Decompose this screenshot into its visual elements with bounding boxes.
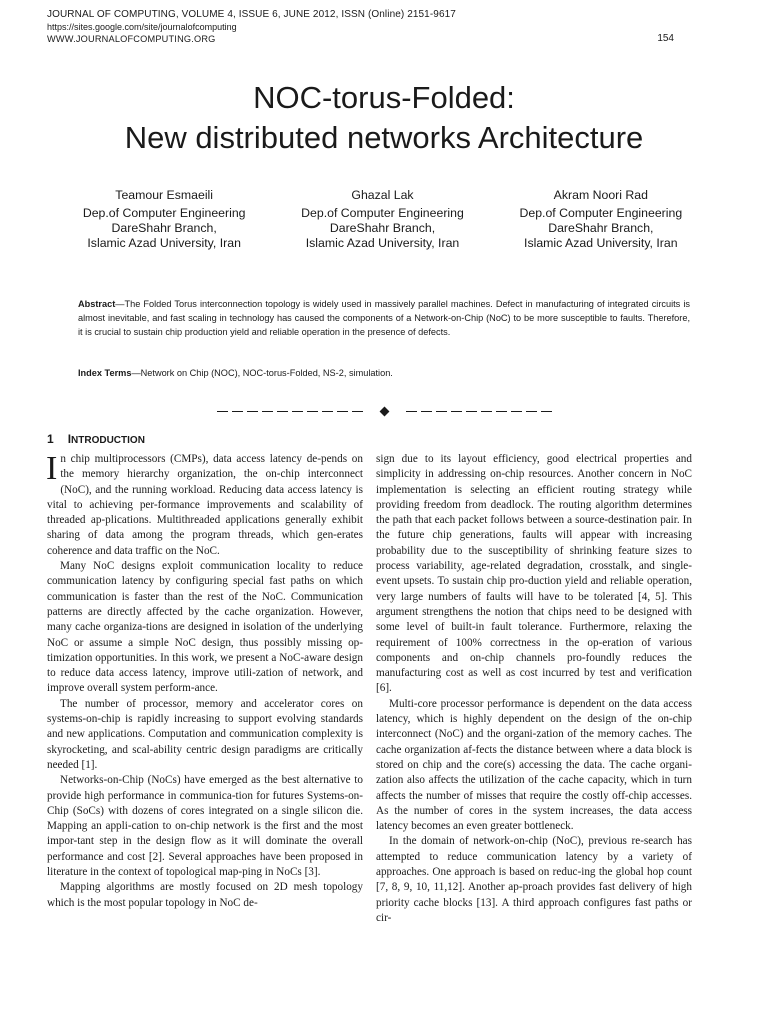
paragraph: Multi-core processor performance is dependent on the data access latency, which is highly dependent on the design of the on-chip interconnect (NoC) and the organi-zation of the memory caches. The cache organization af-fects the distance between where a data block is stored on chip and the core(s) accessing the data. The cache organi-zation also affects the utilization of the cache capacity, which in turn affects the number of misses that require the costly off-chip accesses. As the number of cores in the system increases, the data access latency becomes an even greater bottleneck.: [376, 697, 692, 833]
body-column-left: [47, 452, 363, 911]
author-2: [273, 188, 491, 251]
journal-url[interactable]: https://sites.google.com/site/journalofcomputing: [47, 22, 237, 32]
author-university: Islamic Azad University, Iran: [87, 236, 241, 250]
title-line-2: New distributed networks Architecture: [124, 120, 644, 155]
author-branch: DareShahr Branch,: [329, 221, 436, 235]
author-3: [492, 188, 710, 251]
section-title-rest: NTRODUCTION: [71, 435, 145, 446]
author-branch: DareShahr Branch,: [548, 221, 654, 235]
author-name: Ghazal Lak: [351, 188, 414, 202]
author-name: Teamour Esmaeili: [115, 188, 214, 202]
journal-site[interactable]: WWW.JOURNALOFCOMPUTING.ORG: [47, 34, 216, 44]
page-number: 154: [657, 33, 674, 44]
journal-header: [47, 9, 687, 45]
paragraph: Mapping algorithms are mostly focused on 2D mesh topology which is the most popular topology in NoC de-: [47, 881, 363, 909]
index-terms-label: Index Terms: [78, 368, 132, 378]
abstract-text: —The Folded Torus interconnection topology is widely used in massively parallel machines. Defect in manufacturing of integrated circuits is almost inevitable, and fast scaling in technology has caused the components of a Network-on-Chip (NoC) to be more susceptible to faults. Therefore, it is crucial to sustain chip production yield and reliable operation in the presence of defects.: [78, 299, 690, 338]
index-terms: [78, 367, 690, 379]
section-heading: [47, 432, 145, 446]
author-branch: DareShahr Branch,: [111, 221, 217, 235]
section-number: 1: [47, 432, 54, 446]
paragraph: In chip multiprocessors (CMPs), data access latency de-pends on the memory hierarchy organization, the on-chip interconnect (NoC), and the running workload. Reducing data access latency is vital to achieving per-formance improvements and scalability of threaded ap-plications. Multithreaded applications generally exhibit sharing of data among the program threads, which gen-erates coherence and data traffic on the NoC.: [46, 450, 363, 557]
section-title-initial: I: [67, 432, 72, 446]
abstract: [78, 297, 690, 340]
index-terms-text: —Network on Chip (NOC), NOC-torus-Folded, NS-2, simulation.: [131, 368, 393, 378]
paper-title: [0, 78, 768, 158]
title-line-1: NOC-torus-Folded:: [253, 80, 515, 115]
body-column-right: [376, 452, 692, 926]
paragraph: In the domain of network-on-chip (NoC), previous re-search has attempted to reduce communication latency by a variety of approaches. One approach is based on reduc-ing the global hop count [7, 8, 9, 10, 11,12]. Another ap-proach provides fast delivery of high priority cache blocks [13]. A third approach configures fast paths or cir-: [376, 835, 692, 924]
author-university: Islamic Azad University, Iran: [524, 236, 678, 250]
drop-cap: I: [46, 450, 58, 487]
paragraph: sign due to its layout efficiency, good electrical properties and simplicity in addressing on-chip resources. Another concern in NoC implementation is selecting an efficient routing strategy while providing freedom from deadlock. The routing algorithm determines the path that each packet follows between a source-destination pair. In the future chip generations, faults will appear with increasing probability due to the susceptibility of shrinking feature sizes to process variability, age-related degradation, crosstalk, and single-event upsets. To sustain chip pro-duction yield and reliable operation, very large numbers of faults will have to be tolerated [4, 5]. This argument strengthens the notion that chips need to be designed with some level of built-in fault tolerance. Furthermore, relaxing the requirement of 100% correctness in the op-eration of various components and on-chip channels pro-foundly reduces the manufacturing cost as well as cost incurred by test and verification [6].: [376, 453, 692, 695]
author-dept: Dep.of Computer Engineering: [301, 206, 464, 220]
author-dept: Dep.of Computer Engineering: [519, 206, 683, 220]
paragraph: The number of processor, memory and accelerator cores on systems-on-chip is rapidly increasing to support evolving standards and new applications. Computation and communication complexity is skyrocketing, and scal-ability centric design paradigms are critically needed [1].: [47, 697, 363, 771]
section-separator: [0, 403, 768, 418]
abstract-label: Abstract: [78, 299, 116, 309]
diamond-icon: [379, 406, 389, 416]
paragraph: Networks-on-Chip (NoCs) have emerged as the best alternative to provide high performance in communica-tion for futures Systems-on-Chip (SoCs) with dozens of cores integrated on a single silicon die. Mapping an appli-cation to on-chip network is the first and the most impor-tant step in the design flow as it will dominate the overall performance and cost [2]. Several approaches have been proposed in literature in the context of topological map-ping in NoCs [3].: [47, 774, 363, 879]
journal-line: JOURNAL OF COMPUTING, VOLUME 4, ISSUE 6, JUNE 2012, ISSN (Online) 2151-9617: [47, 9, 456, 20]
author-university: Islamic Azad University, Iran: [305, 236, 460, 250]
author-1: [55, 188, 273, 251]
author-block: [55, 188, 710, 251]
author-dept: Dep.of Computer Engineering: [82, 206, 246, 220]
paragraph: Many NoC designs exploit communication locality to reduce communication latency by configuring special fast paths on which communication is faster than the rest of the NoC. Communication patterns are directly affected by the cache organization. However, many cache organiza-tions are designed in isolation of the underlying NoC or assume a simple NoC design, thus possibly missing op-timization opportunities. In this work, we present a NoC-aware design to reduce data access latency, improve utili-zation of network, and improve overall system perform-ance.: [47, 560, 363, 695]
author-name: Akram Noori Rad: [553, 188, 648, 202]
